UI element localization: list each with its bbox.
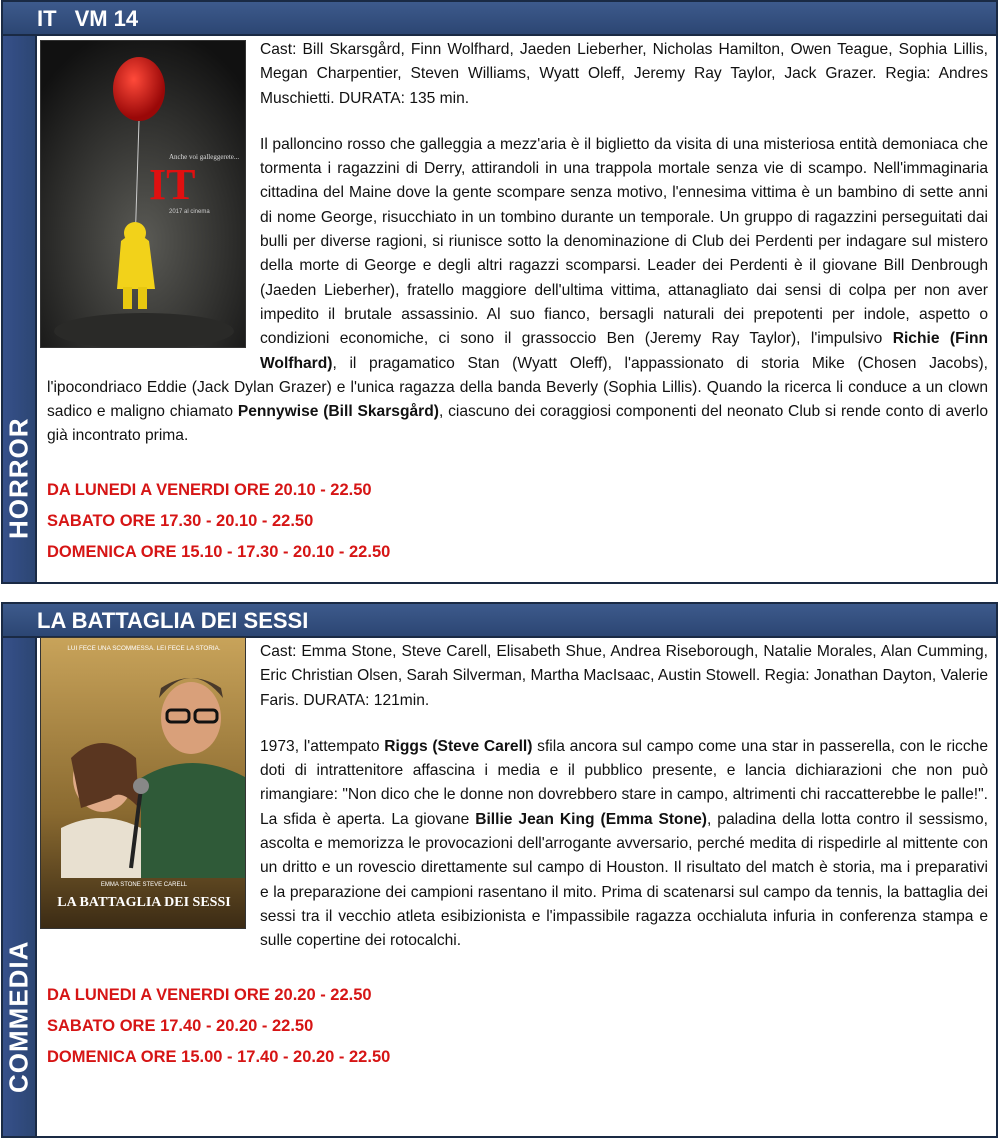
showtime-sunday: DOMENICA ORE 15.10 - 17.30 - 20.10 - 22.50 [47, 542, 391, 561]
age-rating: VM 14 [74, 6, 139, 31]
showtime-saturday: SABATO ORE 17.40 - 20.20 - 22.50 [47, 1016, 314, 1035]
movie-poster-image [40, 637, 246, 929]
genre-label: HORROR [3, 417, 34, 539]
genre-sidebar [3, 36, 37, 582]
movie-card-it [1, 0, 998, 584]
movie-content [47, 38, 988, 568]
plot-synopsis: Il palloncino rosso che galleggia a mezz'aria è il biglietto da visita di una misteriosa entità demoniaca che tormenta i ragazzini di Derry, attirandoli in una trappola mortale senza vie di scampo. Nell'immaginaria cittadina del Maine dove la gente scompare senza motivo, l'ennesima vittima è un bambino di sette anni di nome George, risucchiato in un tombino durante un temporale. Un gruppo di ragazzini perseguitati dai bulli per diverse ragioni, si riunisce sotto la denominazione di Club dei Perdenti per indagare sul mistero della morte di George e degli altri ragazzi scomparsi. Leader dei Perdenti è il giovane Bill Denbrough (Jaeden Lieberher), fratello maggiore dell'ultima vittima, attanagliato dai sensi di colpa per non aver impedito il brutale assassinio. Al suo fianco, bersagli naturali dei prepotenti per indole, aspetto o condizioni economiche, ci sono il grassoccio Ben (Jeremy Ray Taylor), l'impulsivo Richie (Finn Wolfhard), il pragamatico Stan (Wyatt Oleff), l'appassionato di storia Mike (Chosen Jacobs), l'ipocondriaco Eddie (Jack Dylan Grazer) e l'unica ragazza della banda Beverly (Sophia Lillis). Quando la ricerca li conduce a un clown sadico e maligno chiamato Pennywise (Bill Skarsgård), ciascuno dei coraggiosi componenti del neonato Club si rende conto di averlo già incontrato prima. [47, 135, 988, 445]
movie-title: LA BATTAGLIA DEI SESSI [37, 608, 309, 633]
movie-content [47, 640, 988, 1073]
cast-credits: Cast: Bill Skarsgård, Finn Wolfhard, Jaeden Lieberher, Nicholas Hamilton, Owen Teague, Sophia Lillis, Megan Charpentier, Steven Williams, Wyatt Oleff, Jeremy Ray Taylor, Jack Grazer. Regia: Andres Muschietti. DURATA: 135 min. [260, 41, 988, 107]
poster-tagline: LUI FECE UNA SCOMMESSA. LEI FECE LA STORIA. [67, 645, 221, 652]
movie-poster-image [40, 40, 246, 348]
poster-date: 2017 al cinema [169, 209, 210, 215]
poster-tagline: Anche voi galleggerete... [169, 153, 240, 161]
showtime-weekday: DA LUNEDI A VENERDI ORE 20.20 - 22.50 [47, 985, 372, 1004]
showtime-saturday: SABATO ORE 17.30 - 20.10 - 22.50 [47, 511, 314, 530]
movie-title: IT [37, 6, 57, 31]
genre-sidebar [3, 638, 37, 1136]
showtime-sunday: DOMENICA ORE 15.00 - 17.40 - 20.20 - 22.50 [47, 1047, 391, 1066]
plot-synopsis: 1973, l'attempato Riggs (Steve Carell) sfila ancora sul campo come una star in passerella, con le ricche doti di intrattenitore affascina i media e il pubblico presente, e lancia dichiarazioni che non può rimangiare: "Non dico che le donne non dovrebbero stare in campo, altrimenti chi raccatterebbe le palle!". La sfida è aperta. La giovane Billie Jean King (Emma Stone), paladina della lotta contro il sessismo, ascolta e memorizza le provocazioni dell'arrogante avversario, perché medita di rispedirle al mittente con un dritto e un rovescio direttamente sul campo di Houston. Il risultato del match è storia, ma i preparativi e la preparazione dei campioni rasentano il mito. Prima di scatenarsi sul campo da tennis, la battaglia dei sessi tra il vecchio atleta esibizionista e l'impassibile ragazza occhialuta infuria in conferenza stampa e sulle copertine dei rotocalchi. [260, 737, 989, 950]
genre-label: COMMEDIA [3, 940, 34, 1093]
movie-title-bar [3, 2, 996, 36]
showtimes [47, 980, 988, 1073]
showtime-weekday: DA LUNEDI A VENERDI ORE 20.10 - 22.50 [47, 480, 372, 499]
poster-title: LA BATTAGLIA DEI SESSI [57, 895, 231, 910]
cast-credits: Cast: Emma Stone, Steve Carell, Elisabeth Shue, Andrea Riseborough, Natalie Morales, Alan Cumming, Eric Christian Olsen, Sarah Silverman, Martha MacIsaac, Austin Stowell. Regia: Jonathan Dayton, Valerie Faris. DURATA: 121min. [260, 643, 988, 709]
movie-card-battaglia [1, 602, 998, 1138]
movie-title-bar [3, 604, 996, 638]
poster-title: IT [149, 160, 196, 209]
showtimes [47, 475, 988, 568]
poster-names: EMMA STONE STEVE CARELL [100, 882, 188, 888]
